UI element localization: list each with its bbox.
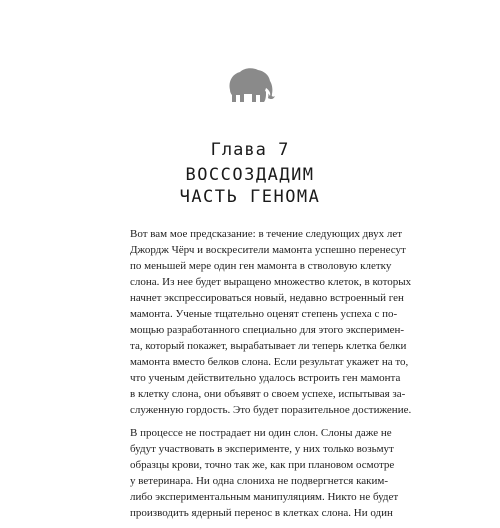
text-line: та, который покажет, вырабатывает ли теперь клетка белки: [130, 340, 407, 352]
text-line: у ветеринара. Ни одна слониха не подвергнется каким-: [130, 475, 389, 487]
text-line: будут участвовать в эксперименте, у них только возьмут: [130, 443, 394, 455]
text-line: производить ядерный перенос в клетках слона. Ни один: [130, 507, 393, 519]
chapter-title-line: ЧАСТЬ ГЕНОМА: [179, 187, 321, 207]
chapter-title-line: ВОССОЗДАДИМ: [185, 165, 315, 185]
chapter-title: [0, 164, 500, 208]
text-line: мамонта вместо белков слона. Если результат укажет на то,: [130, 356, 409, 368]
text-line: что ученым действительно удалось встроить ген мамонта: [130, 372, 401, 384]
text-line: либо экспериментальным манипуляциям. Никто не будет: [130, 491, 399, 503]
paragraph: [130, 425, 399, 521]
text-line: мамонта. Ученые тщательно оценят степень успеха с по-: [130, 308, 398, 320]
text-line: слона. Из нее будет выращено множество клеток, в которых: [130, 276, 412, 288]
chapter-number: Глава 7: [210, 140, 290, 160]
text-line: В процессе не пострадает ни один слон. Слоны даже не: [130, 427, 392, 439]
paragraph: [130, 226, 412, 418]
text-line: Вот вам мое предсказание: в течение следующих двух лет: [130, 228, 403, 240]
text-line: по меньшей мере один ген мамонта в стволовую клетку: [130, 260, 392, 272]
text-line: образцы крови, точно так же, как при плановом осмотре: [130, 459, 395, 471]
text-line: в клетку слона, они объявят о своем успехе, испытывая за-: [130, 388, 406, 400]
text-line: Джордж Чёрч и воскресители мамонта успешно перенесут: [130, 244, 406, 256]
text-line: служенную гордость. Это будет поразительное достижение.: [130, 404, 412, 416]
text-line: начнет экспрессироваться новый, недавно встроенный ген: [130, 292, 404, 304]
mammoth-icon: [222, 64, 276, 104]
body-text: [130, 226, 412, 528]
text-line: мощью разработанного специально для этого эксперимен-: [130, 324, 405, 336]
